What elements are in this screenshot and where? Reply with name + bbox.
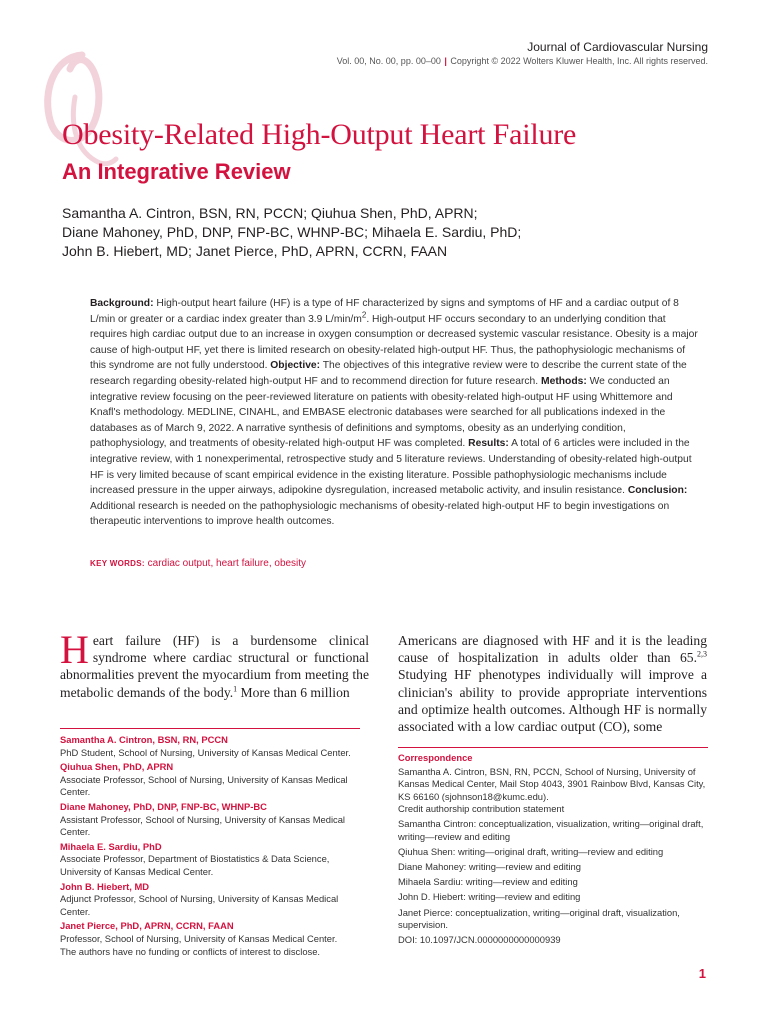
body-column-right: [398, 632, 707, 735]
keywords-text: cardiac output, heart failure, obesity: [144, 558, 307, 569]
drop-cap: H: [60, 627, 89, 672]
affiliation-role: Associate Professor, Department of Biostatistics & Data Science, University of Kansas Medical Center.: [60, 853, 330, 877]
contribution-line: Samantha Cintron: conceptualization, visualization, writing—original draft, writing—review and editing: [398, 818, 704, 843]
affiliation-role: Adjunct Professor, School of Nursing, University of Kansas Medical Center.: [60, 893, 339, 917]
affiliation-name: John B. Hiebert, MD: [60, 880, 150, 892]
author-line: Samantha A. Cintron, BSN, RN, PCCN; Qiuhua Shen, PhD, APRN;: [62, 205, 478, 221]
body-text: eart failure (HF) is a burdensome clinical syndrome where cardiac structural or functional abnormalities prevent the myocardium from meeting the metabolic demands of the body.: [60, 633, 369, 700]
affiliation-name: Samantha A. Cintron, BSN, RN, PCCN: [60, 734, 228, 745]
abstract-background-label: Background:: [90, 298, 154, 309]
abstract-results-text: A total of 6 articles were included in the integrative review, with 1 nonexperimental, retrospective study and 5 literature reviews. Understanding of obesity-related high-output HF is very limited because of scant empirical evidence in the existing literature. Possible pathophysiologic mechanisms include increased pressure in the upper airways, adipokine dysregulation, increased metabolic activity, and insulin resistance.: [90, 438, 692, 497]
header-separator: |: [444, 56, 447, 66]
contribution-line: Diane Mahoney: writing—review and editing: [398, 861, 581, 873]
article-subtitle: An Integrative Review: [62, 159, 291, 184]
doi-link[interactable]: DOI: 10.1097/JCN.0000000000000939: [398, 934, 561, 946]
abstract-objective-label: Objective:: [270, 360, 321, 372]
abstract-conclusion-label: Conclusion:: [627, 485, 688, 497]
affiliation-role: Professor, School of Nursing, University of Kansas Medical Center.: [60, 932, 338, 944]
body-column-left: [60, 627, 369, 701]
body-text: More than 6 million: [237, 684, 350, 700]
conflict-statement: The authors have no funding or conflicts of interest to disclose.: [60, 945, 321, 957]
journal-header: [337, 40, 708, 66]
citation-superscript: 1: [233, 684, 238, 694]
abstract-methods-text: We conducted an integrative review focusing on the peer-reviewed literature on patients with obesity-related high-output HF using Whittemore and Knafl's methodology. MEDLINE, CINAHL, and EMBASE electronic databases were searched for all publications indexed in the databases as of March 9, 2022. A narrative synthesis of definitions and symptoms, obesity as an underlying condition, pathophysiology, and treatments of obesity-related high-output HF was completed.: [90, 375, 673, 450]
affiliation-name: Mihaela E. Sardiu, PhD: [60, 840, 162, 852]
contribution-line: Qiuhua Shen: writing—original draft, writing—review and editing: [398, 846, 664, 858]
superscript: 2: [361, 310, 367, 320]
contribution-line: John D. Hiebert: writing—review and editing: [398, 891, 581, 903]
journal-q-logo-icon: [30, 35, 120, 175]
affiliation-role: Assistant Professor, School of Nursing, University of Kansas Medical Center.: [60, 813, 346, 838]
affiliation-name: Janet Pierce, PhD, APRN, CCRN, FAAN: [60, 920, 234, 932]
contribution-line: Mihaela Sardiu: writing—review and editing: [398, 876, 578, 888]
contribution-line: Janet Pierce: conceptualization, writing—original draft, visualization, supervision.: [398, 906, 680, 931]
article-title: Obesity-Related High-Output Heart Failure: [62, 118, 577, 151]
affiliation-role: PhD Student, School of Nursing, University of Kansas Medical Center.: [60, 746, 351, 758]
author-affiliations: [60, 728, 360, 958]
author-list: [62, 204, 722, 261]
correspondence-address: Samantha A. Cintron, BSN, RN, PCCN, School of Nursing, University of Kansas Medical Center, Mail Stop 4043, 3901 Rainbow Blvd, Kansas City, KS 66160 (sjohnson18@kumc.edu).: [398, 765, 706, 802]
credit-heading: Credit authorship contribution statement: [398, 803, 565, 815]
journal-meta: [337, 56, 708, 66]
journal-name: Journal of Cardiovascular Nursing: [527, 40, 708, 54]
abstract-background-text: High-output heart failure (HF) is a type of HF characterized by signs and symptoms of HF and a cardiac output of 8 L/min or greater or a cardiac index greater than 3.9 L/min/m: [90, 298, 679, 325]
keywords: [90, 558, 306, 569]
abstract: [90, 296, 700, 530]
abstract-results-label: Results:: [468, 438, 509, 450]
volume-info: Vol. 00, No. 00, pp. 00–00: [336, 56, 441, 66]
affiliation-name: Qiuhua Shen, PhD, APRN: [60, 761, 174, 773]
body-text: Americans are diagnosed with HF and it is the leading cause of hospitalization in adults older than 65.: [398, 633, 707, 666]
correspondence-heading: Correspondence: [398, 752, 473, 763]
correspondence-box: [398, 747, 708, 947]
body-text: Studying HF phenotypes individually will improve a clinician's ability to provide appropriate interventions and optimize health outcomes. Although HF is normally associated with a low cardiac output (CO), some: [398, 667, 707, 735]
affiliation-role: Associate Professor, School of Nursing, University of Kansas Medical Center.: [60, 773, 348, 798]
affiliation-name: Diane Mahoney, PhD, DNP, FNP-BC, WHNP-BC: [60, 800, 267, 812]
author-line: Diane Mahoney, PhD, DNP, FNP-BC, WHNP-BC; Mihaela E. Sardiu, PhD;: [62, 224, 522, 240]
citation-superscript: 2,3: [697, 649, 707, 659]
author-line: John B. Hiebert, MD; Janet Pierce, PhD, APRN, CCRN, FAAN: [62, 243, 448, 259]
abstract-objective-text: The objectives of this integrative review were to describe the current state of the research regarding obesity-related high-output HF and to recommend direction for future research.: [90, 360, 687, 387]
copyright-notice: Copyright © 2022 Wolters Kluwer Health, Inc. All rights reserved.: [450, 56, 708, 66]
abstract-background-text-cont: . High-output HF occurs secondary to an underlying condition that requires high cardiac output due to an increase in oxygen consumption or decreased systemic vascular resistance. Obesity is a major cause of high-output HF, yet there is limited research on obesity-related high-output HF. Thus, the pathophysiologic mechanisms of this syndrome are not fully understood.: [90, 313, 698, 372]
keywords-label: KEY WORDS:: [90, 559, 145, 568]
abstract-conclusion-text: Additional research is needed on the pathophysiologic mechanisms of obesity-related high-output HF to begin investigations on therapeutic interventions to improve health outcomes.: [90, 500, 670, 528]
abstract-methods-label: Methods:: [541, 375, 587, 387]
page-number: 1: [698, 966, 706, 981]
